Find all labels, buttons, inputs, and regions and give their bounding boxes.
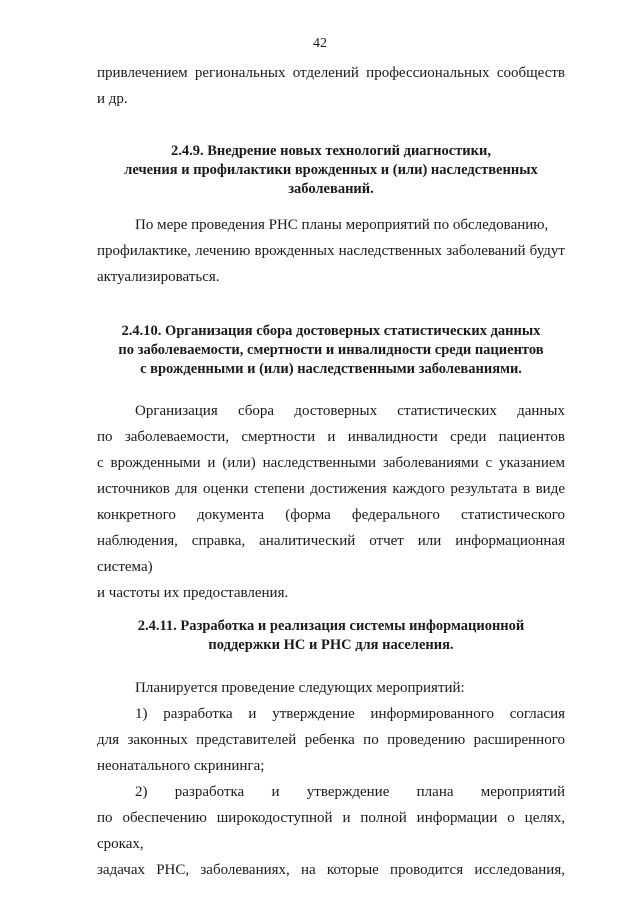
list-item-line: для законных представителей ребенка по проведению расширенного [97,732,565,748]
section-body-2-4-11 [97,675,565,883]
list-item-line: задачах РНС, заболеваниях, на которые проводится исследования, [97,862,565,878]
list-intro: Планируется проведение следующих мероприятий: [135,680,465,696]
list-item-line: по обеспечению широкодоступной и полной информации о целях, сроках, [97,810,565,852]
list-item-line: 2) разработка и утверждение плана мероприятий [135,784,565,800]
list-item-line: неонатального скрининга; [97,758,265,774]
heading-line: лечения и профилактики врожденных и (или) наследственных [124,162,538,178]
paragraph-line: профилактике, лечению врожденных наследственных заболеваний будут [97,243,565,259]
paragraph-line: актуализироваться. [97,269,220,285]
paragraph-line: по заболеваемости, смертности и инвалидности среди пациентов [97,429,565,445]
section-paragraph-2-4-10 [97,398,565,606]
paragraph-line: наблюдения, справка, аналитический отчет или информационная система) [97,533,565,575]
section-heading-2-4-9 [97,142,565,199]
section-heading-2-4-10 [97,322,565,379]
page-number: 42 [313,36,327,51]
section-paragraph-2-4-9 [97,212,565,290]
heading-line: по заболеваемости, смертности и инвалидности среди пациентов [118,342,544,358]
heading-line: 2.4.9. Внедрение новых технологий диагностики, [170,143,491,159]
paragraph-line: и частоты их предоставления. [97,585,289,601]
paragraph-line: с врожденными и (или) наследственными заболеваниями с указанием [97,455,565,471]
heading-line: 2.4.10. Организация сбора достоверных статистических данных [121,323,541,339]
paragraph-line: конкретного документа (форма федерального статистического [97,507,565,523]
heading-line: поддержки НС и РНС для населения. [208,637,454,653]
paragraph-line: По мере проведения РНС планы мероприятий по обследованию, [135,217,549,233]
paragraph-line: и др. [97,91,128,107]
section-heading-2-4-11 [97,617,565,655]
heading-line: 2.4.11. Разработка и реализация системы информационной [137,618,525,634]
paragraph-line: привлечением региональных отделений профессиональных сообществ [97,65,565,81]
list-item-line: 1) разработка и утверждение информированного согласия [135,706,565,722]
heading-line: с врожденными и (или) наследственными заболеваниями. [140,361,522,377]
intro-paragraph [97,60,565,112]
heading-line: заболеваний. [288,181,374,197]
paragraph-line: источников для оценки степени достижения каждого результата в виде [97,481,565,497]
paragraph-line: Организация сбора достоверных статистических данных [135,403,565,419]
